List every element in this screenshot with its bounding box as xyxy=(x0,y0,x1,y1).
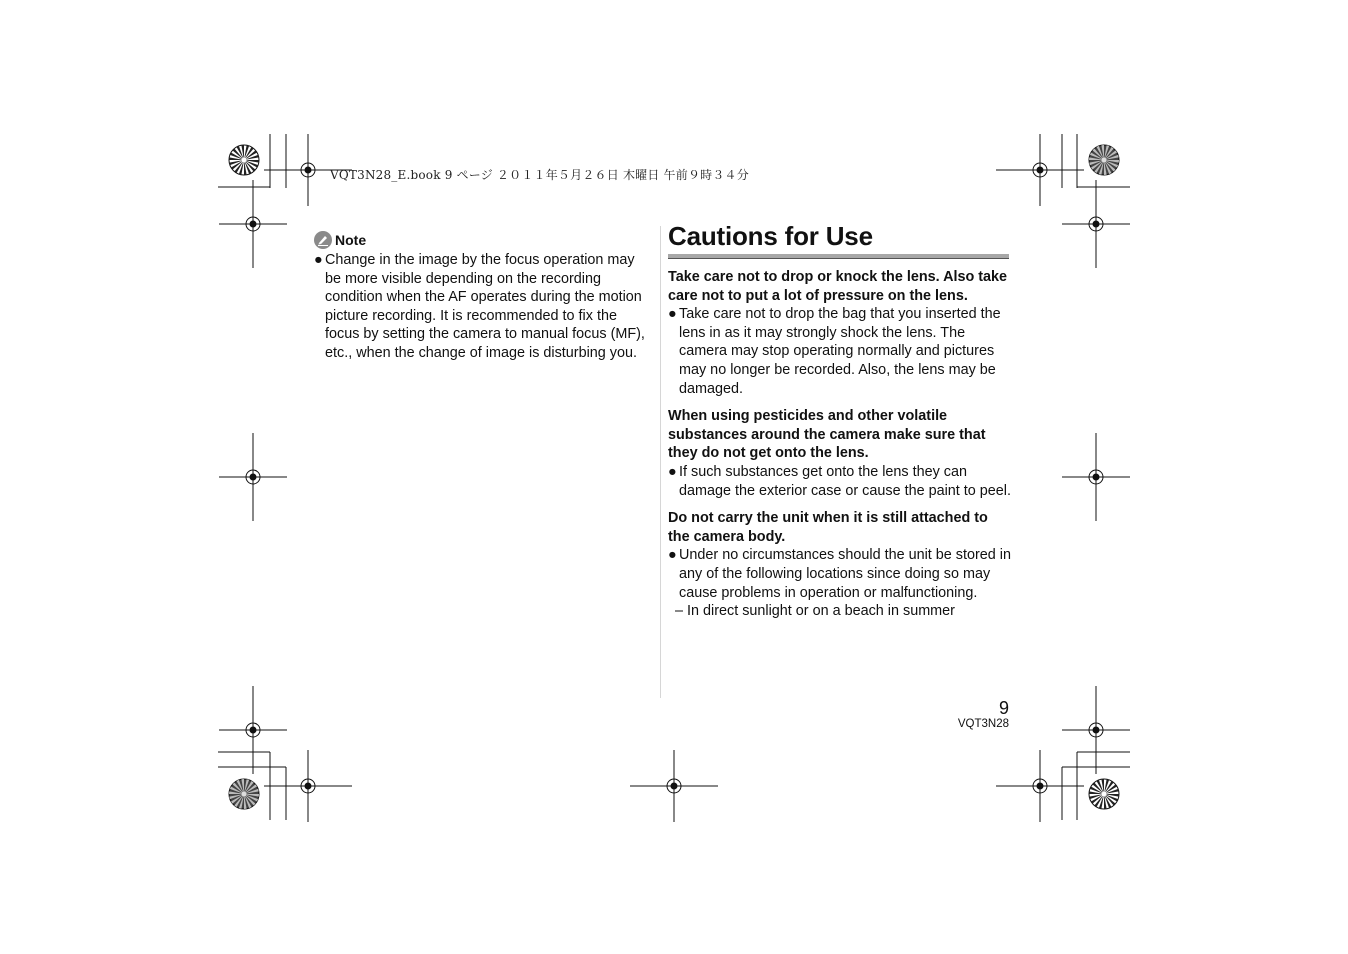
note-header xyxy=(314,229,654,251)
caution-heading-2: When using pesticides and other volatile substances around the camera make sure that they do not get onto the lens. xyxy=(668,408,986,462)
caution-heading-1: Take care not to drop or knock the lens. Also take care not to put a lot of pressure on the lens. xyxy=(668,269,1008,304)
starburst-mark xyxy=(229,779,259,809)
starburst-mark xyxy=(1089,145,1119,175)
caution-subitem-text: In direct sunlight or on a beach in summer xyxy=(687,603,955,620)
column-divider xyxy=(660,226,661,698)
caution-bullet-1 xyxy=(668,305,1013,398)
bullet-mark: ● xyxy=(668,547,677,564)
page-title: Cautions for Use xyxy=(668,221,873,251)
caution-bullet-3 xyxy=(668,546,1013,602)
crosshair-mark xyxy=(996,750,1084,822)
crosshair-mark xyxy=(1062,180,1130,268)
book-header: VQT3N28_E.book 9 ページ ２０１１年５月２６日 木曜日 午前９時３４分 xyxy=(330,168,749,182)
crosshair-mark xyxy=(219,433,287,521)
note-section xyxy=(314,229,654,363)
bullet-mark: ● xyxy=(668,463,677,480)
crosshair-mark xyxy=(219,180,287,268)
crosshair-mark xyxy=(219,686,287,774)
pencil-note-icon xyxy=(314,231,332,249)
caution-heading-3: Do not carry the unit when it is still attached to the camera body. xyxy=(668,510,988,545)
crosshair-mark xyxy=(630,750,718,822)
caution-text-2: If such substances get onto the lens they can damage the exterior case or cause the paint to peel. xyxy=(679,463,1011,499)
starburst-mark xyxy=(229,145,259,175)
note-bullet-item xyxy=(314,251,654,363)
model-code: VQT3N28 xyxy=(957,718,1009,730)
crosshair-mark xyxy=(264,750,352,822)
crosshair-mark xyxy=(996,134,1084,206)
crosshair-mark xyxy=(1062,686,1130,774)
caution-text-1: Take care not to drop the bag that you inserted the lens in as it may strongly shock the lens. The camera may stop operating normally and pictures may no longer be recorded. Also, the lens may be damaged. xyxy=(679,306,1001,397)
caution-text-3: Under no circumstances should the unit be stored in any of the following locations since doing so may cause problems in operation or malfunctioning. xyxy=(679,547,1011,601)
bullet-mark: ● xyxy=(668,306,677,323)
note-title: Note xyxy=(335,232,367,248)
bullet-mark: ● xyxy=(314,252,323,268)
title-underline xyxy=(668,254,1009,259)
dash-mark: – xyxy=(675,603,684,620)
caution-bullet-2 xyxy=(668,463,1013,500)
starburst-mark xyxy=(1089,779,1119,809)
page-number: 9 xyxy=(998,698,1009,718)
crosshair-mark xyxy=(1062,433,1130,521)
caution-subitem xyxy=(668,602,1013,621)
note-text: Change in the image by the focus operation may be more visible depending on the recording condition when the AF operates during the motion picture recording. It is recommended to fix the focus by setting the camera to manual focus (MF), etc., when the change of image is disturbing you. xyxy=(325,252,645,361)
cautions-section xyxy=(668,220,1013,621)
